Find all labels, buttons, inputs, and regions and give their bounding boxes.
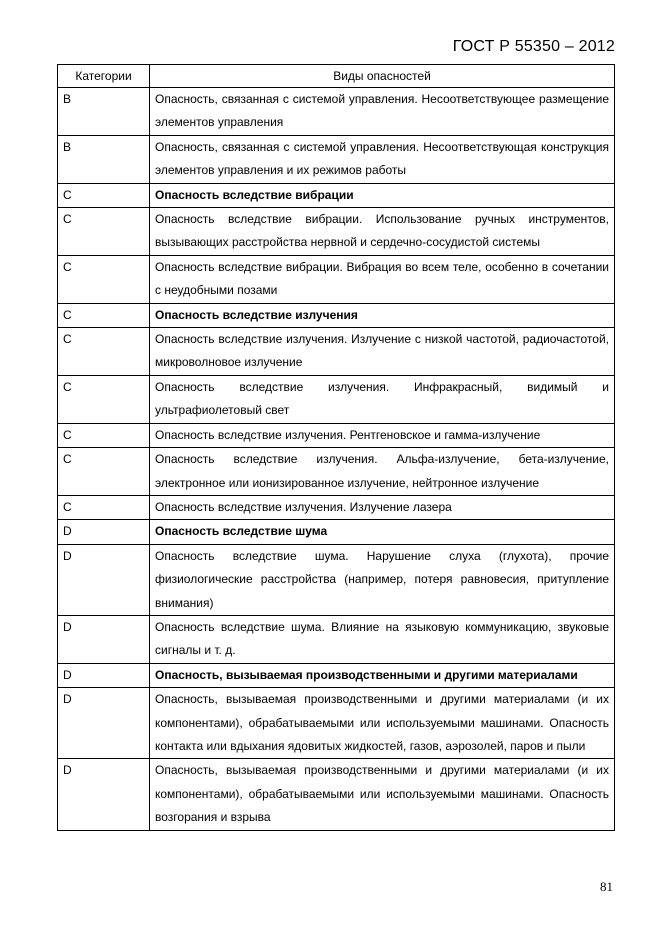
- table-row: [58, 183, 615, 207]
- hazard-description-cell: Опасность вследствие вибрации: [150, 183, 615, 207]
- hazard-description-cell: Опасность вследствие вибрации. Использование ручных инструментов, вызывающих расстройства нервной и сердечно-сосудистой системы: [150, 208, 615, 256]
- hazard-description-cell: Опасность вследствие излучения: [150, 303, 615, 327]
- column-header-category: Категории: [58, 65, 150, 88]
- column-header-hazard-type: Виды опасностей: [150, 65, 615, 88]
- category-cell: D: [58, 663, 150, 687]
- category-cell: D: [58, 520, 150, 544]
- document-code: ГОСТ Р 55350 – 2012: [452, 38, 615, 55]
- hazard-description-cell: Опасность, связанная с системой управления. Несоответствующая конструкция элементов управления и их режимов работы: [150, 135, 615, 183]
- hazard-description-cell: Опасность, вызываемая производственными и другими материалами: [150, 663, 615, 687]
- category-cell: C: [58, 255, 150, 303]
- category-cell: C: [58, 183, 150, 207]
- category-cell: C: [58, 495, 150, 519]
- table-row: [58, 495, 615, 519]
- category-cell: B: [58, 88, 150, 136]
- table-row: [58, 544, 615, 615]
- category-cell: C: [58, 375, 150, 423]
- category-cell: C: [58, 328, 150, 376]
- hazard-description-cell: Опасность вследствие шума. Влияние на языковую коммуникацию, звуковые сигналы и т. д.: [150, 615, 615, 663]
- hazard-description-cell: Опасность вследствие шума: [150, 520, 615, 544]
- table-row: [58, 448, 615, 496]
- table-row: [58, 423, 615, 447]
- hazard-table: [57, 64, 615, 831]
- category-cell: B: [58, 135, 150, 183]
- table-row: [58, 663, 615, 687]
- category-cell: C: [58, 303, 150, 327]
- page-number: 81: [600, 879, 613, 894]
- table-row: [58, 135, 615, 183]
- hazard-description-cell: Опасность вследствие излучения. Инфракрасный, видимый и ультрафиолетовый свет: [150, 375, 615, 423]
- table-header-row: [58, 65, 615, 88]
- category-cell: C: [58, 448, 150, 496]
- hazard-description-cell: Опасность вследствие излучения. Альфа-излучение, бета-излучение, электронное или ионизированное излучение, нейтронное излучение: [150, 448, 615, 496]
- hazard-description-cell: Опасность вследствие излучения. Излучение лазера: [150, 495, 615, 519]
- hazard-description-cell: Опасность, вызываемая производственными и другими материалами (и их компонентами), обрабатываемыми или используемыми машинами. Опасность контакта или вдыхания ядовитых жидкостей, газов, аэрозолей, паров и пыли: [150, 688, 615, 759]
- category-cell: C: [58, 208, 150, 256]
- table-row: [58, 375, 615, 423]
- hazard-description-cell: Опасность вследствие шума. Нарушение слуха (глухота), прочие физиологические расстройства (например, потеря равновесия, притупление внимания): [150, 544, 615, 615]
- table-row: [58, 255, 615, 303]
- category-cell: D: [58, 759, 150, 830]
- hazard-description-cell: Опасность вследствие вибрации. Вибрация во всем теле, особенно в сочетании с неудобными позами: [150, 255, 615, 303]
- table-row: [58, 688, 615, 759]
- table-row: [58, 208, 615, 256]
- table-row: [58, 303, 615, 327]
- table-body: [58, 88, 615, 831]
- table-row: [58, 88, 615, 136]
- category-cell: C: [58, 423, 150, 447]
- hazard-description-cell: Опасность вследствие излучения. Излучение с низкой частотой, радиочастотой, микроволновое излучение: [150, 328, 615, 376]
- hazard-description-cell: Опасность, вызываемая производственными и другими материалами (и их компонентами), обрабатываемыми или используемыми машинами. Опасность возгорания и взрыва: [150, 759, 615, 830]
- category-cell: D: [58, 615, 150, 663]
- hazard-description-cell: Опасность вследствие излучения. Рентгеновское и гамма-излучение: [150, 423, 615, 447]
- table-row: [58, 759, 615, 830]
- table-row: [58, 328, 615, 376]
- category-cell: D: [58, 688, 150, 759]
- table-row: [58, 615, 615, 663]
- table-row: [58, 520, 615, 544]
- hazard-description-cell: Опасность, связанная с системой управления. Несоответствующее размещение элементов управления: [150, 88, 615, 136]
- hazard-table-container: [57, 64, 614, 831]
- category-cell: D: [58, 544, 150, 615]
